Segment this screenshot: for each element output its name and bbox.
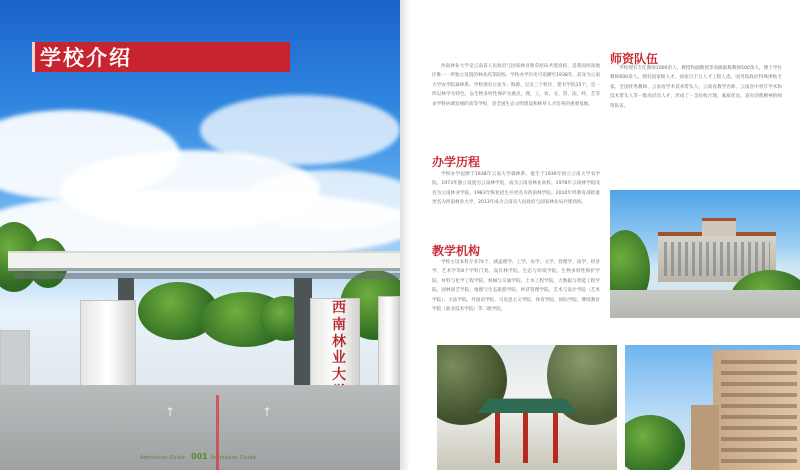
cloud-decoration bbox=[200, 95, 400, 165]
campus-building-left bbox=[691, 405, 719, 470]
pavilion-column bbox=[523, 413, 528, 463]
faculty-paragraph: 学校现有专任教师1000余人，教授和副教授等高级职称教师500余人，博士学位教师600余人。拥有国家级人才、国家百千万人才工程人选、国务院政府特殊津贴专家、全国优秀教师、云南省学术技术带头人、云南省教学名师、云南省中青年学术和技术带头人等一批高层次人才，形成了一支结构合理、素质优良、富有创新精神的师资队伍。 bbox=[610, 66, 782, 109]
section-title-departments: 教学机构 bbox=[432, 244, 481, 258]
road-arrow-icon: ↑ bbox=[262, 405, 273, 419]
section-title-history: 办学历程 bbox=[432, 155, 481, 169]
plaque-char: 南 bbox=[332, 316, 346, 333]
plaque-char: 林 bbox=[332, 333, 346, 350]
campus-building-windows bbox=[721, 360, 797, 464]
campus-photo bbox=[625, 345, 800, 470]
footer-text-right: Admission Guide bbox=[211, 455, 256, 461]
building-photo bbox=[610, 190, 800, 318]
footer-text: Admission Guide bbox=[140, 455, 185, 461]
building-tower bbox=[702, 218, 736, 236]
plaque-char: 大 bbox=[332, 366, 346, 383]
pavilion-photo bbox=[437, 345, 617, 470]
plaque-char: 业 bbox=[332, 350, 346, 367]
plaque-char: 西 bbox=[332, 300, 346, 317]
plaza bbox=[610, 290, 800, 318]
road-arrow-icon: ↑ bbox=[165, 405, 176, 419]
tree bbox=[625, 415, 685, 470]
pavilion-column bbox=[495, 413, 500, 463]
intro-paragraph: 西南林业大学是云南省人民政府与国家林业和草原局共建高校，是我国西南地区唯一一所独立设置的林业高等院校。学校办学历史可追溯至1938年，前身为云南大学农学院森林系。学校现有白龙寺、海源、呈贡三个校区，建有学院15个，是一所以林学为特色，以生物多样性保护为重点，理、工、农、文、管、法、经、艺等多学科协调发展的高等学校，是全国生态文明建设和林草人才培养的重要基地。 bbox=[432, 64, 600, 107]
page-gutter bbox=[400, 0, 410, 470]
page-title-banner bbox=[32, 42, 290, 72]
page-title: 学校介绍 bbox=[40, 46, 132, 70]
building-windows bbox=[664, 242, 770, 276]
gate-canopy bbox=[8, 251, 400, 271]
section-title-faculty: 师资队伍 bbox=[610, 52, 659, 66]
pavilion-column bbox=[553, 413, 558, 463]
history-paragraph: 学校办学起源于1938年云南大学森林系，诞生于1939年国立云南大学农学院。1973年独立设置为云南林学院，成为云南省林业高校。1978年云南林学院改名为云南林业学院，1983年恢复招生并更名为西南林学院。2010年经教育部批准更名为西南林业大学，2013年成为云南省人民政府与国家林业局共建高校。 bbox=[432, 172, 600, 206]
departments-paragraph: 学校主设本科专业74个，涵盖理学、工学、农学、文学、管理学、法学、经济学、艺术学等8个学科门类。设有林学院、生态与环境学院、生物多样性保护学院、材料与化学工程学院、机械与交通学院、土木工程学院、大数据与智能工程学院、园林园艺学院、地理与生态旅游学院、经济管理学院、艺术与设计学院（艺术学院）、文法学院、外国语学院、马克思主义学院、体育学院、国际学院、继续教育学院（职业技术学院）等二级学院。 bbox=[432, 260, 600, 313]
gate-canopy-shadow bbox=[14, 273, 400, 279]
page-number: 001 bbox=[191, 452, 208, 461]
